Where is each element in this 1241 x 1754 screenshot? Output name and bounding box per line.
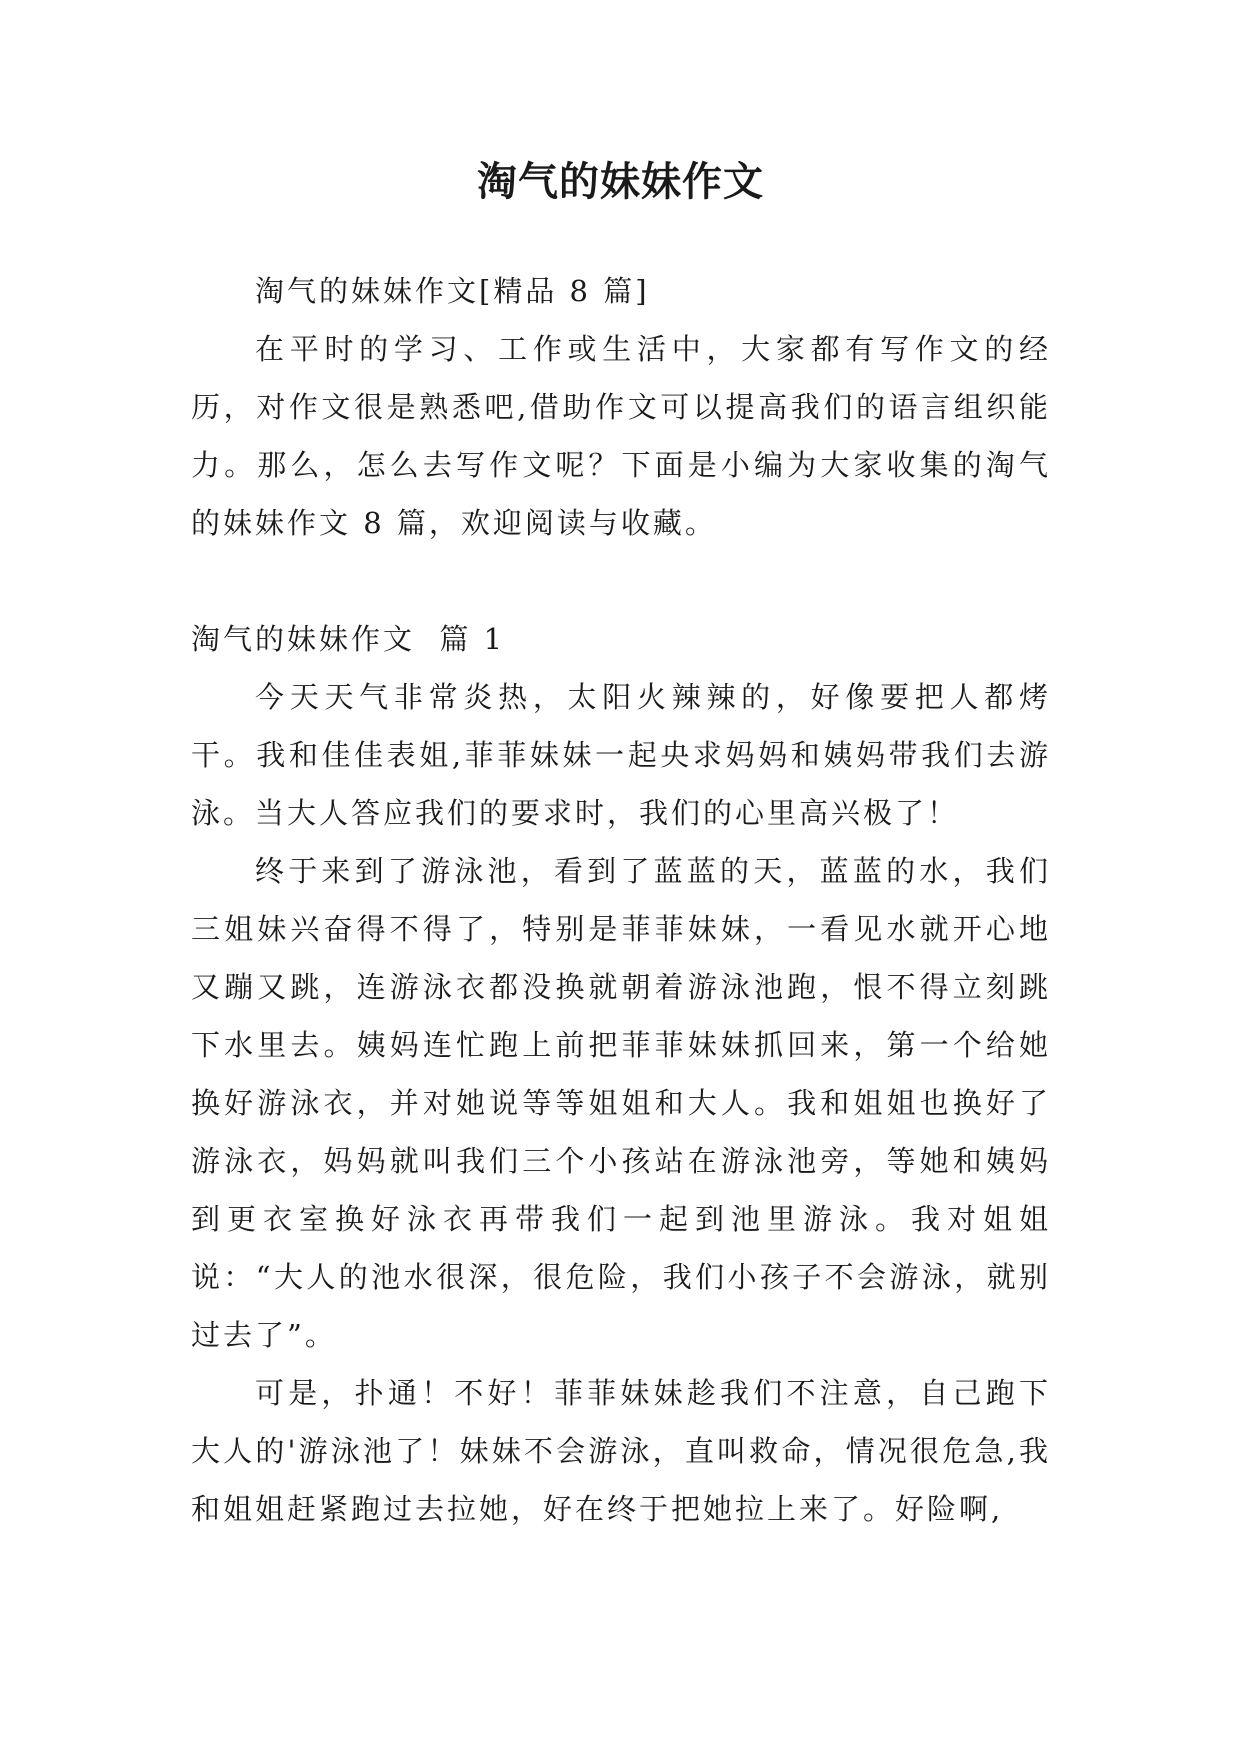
- body-paragraph-2: 终于来到了游泳池，看到了蓝蓝的天，蓝蓝的水，我们三姐妹兴奋得不得了，特别是菲菲妹妹，一看见水就开心地又蹦又跳，连游泳衣都没换就朝着游泳池跑，恨不得立刻跳下水里去。姨妈连忙跑上前把菲菲妹妹抓回来，第一个给她换好游泳衣，并对她说等等姐姐和大人。我和姐姐也换好了游泳衣，妈妈就叫我们三个小孩站在游泳池旁，等她和姨妈到更衣室换好泳衣再带我们一起到池里游泳。我对姐姐说：“大人的池水很深，很危险，我们小孩子不会游泳，就别过去了”。: [191, 854, 1051, 1352]
- document-subtitle: 淘气的妹妹作文[精品 8 篇]: [255, 274, 650, 308]
- intro-paragraph: 在平时的学习、工作或生活中，大家都有写作文的经历，对作文很是熟悉吧,借助作文可以提高我们的语言组织能力。那么，怎么去写作文呢？下面是小编为大家收集的淘气的妹妹作文 8 篇，欢迎阅读与收藏。: [191, 332, 1051, 540]
- body-paragraph-3: 可是，扑通！不好！菲菲妹妹趁我们不注意，自己跑下大人的'游泳池了！妹妹不会游泳，直叫救命，情况很危急,我和姐姐赶紧跑过去拉她，好在终于把她拉上来了。好险啊,: [191, 1376, 1051, 1526]
- document-body: [191, 262, 1051, 1538]
- section-heading: 淘气的妹妹作文 篇 1: [191, 622, 506, 656]
- document-title: 淘气的妹妹作文: [477, 158, 764, 205]
- body-paragraph-1: 今天天气非常炎热，太阳火辣辣的，好像要把人都烤干。我和佳佳表姐,菲菲妹妹一起央求妈妈和姨妈带我们去游泳。当大人答应我们的要求时，我们的心里高兴极了！: [191, 680, 1051, 830]
